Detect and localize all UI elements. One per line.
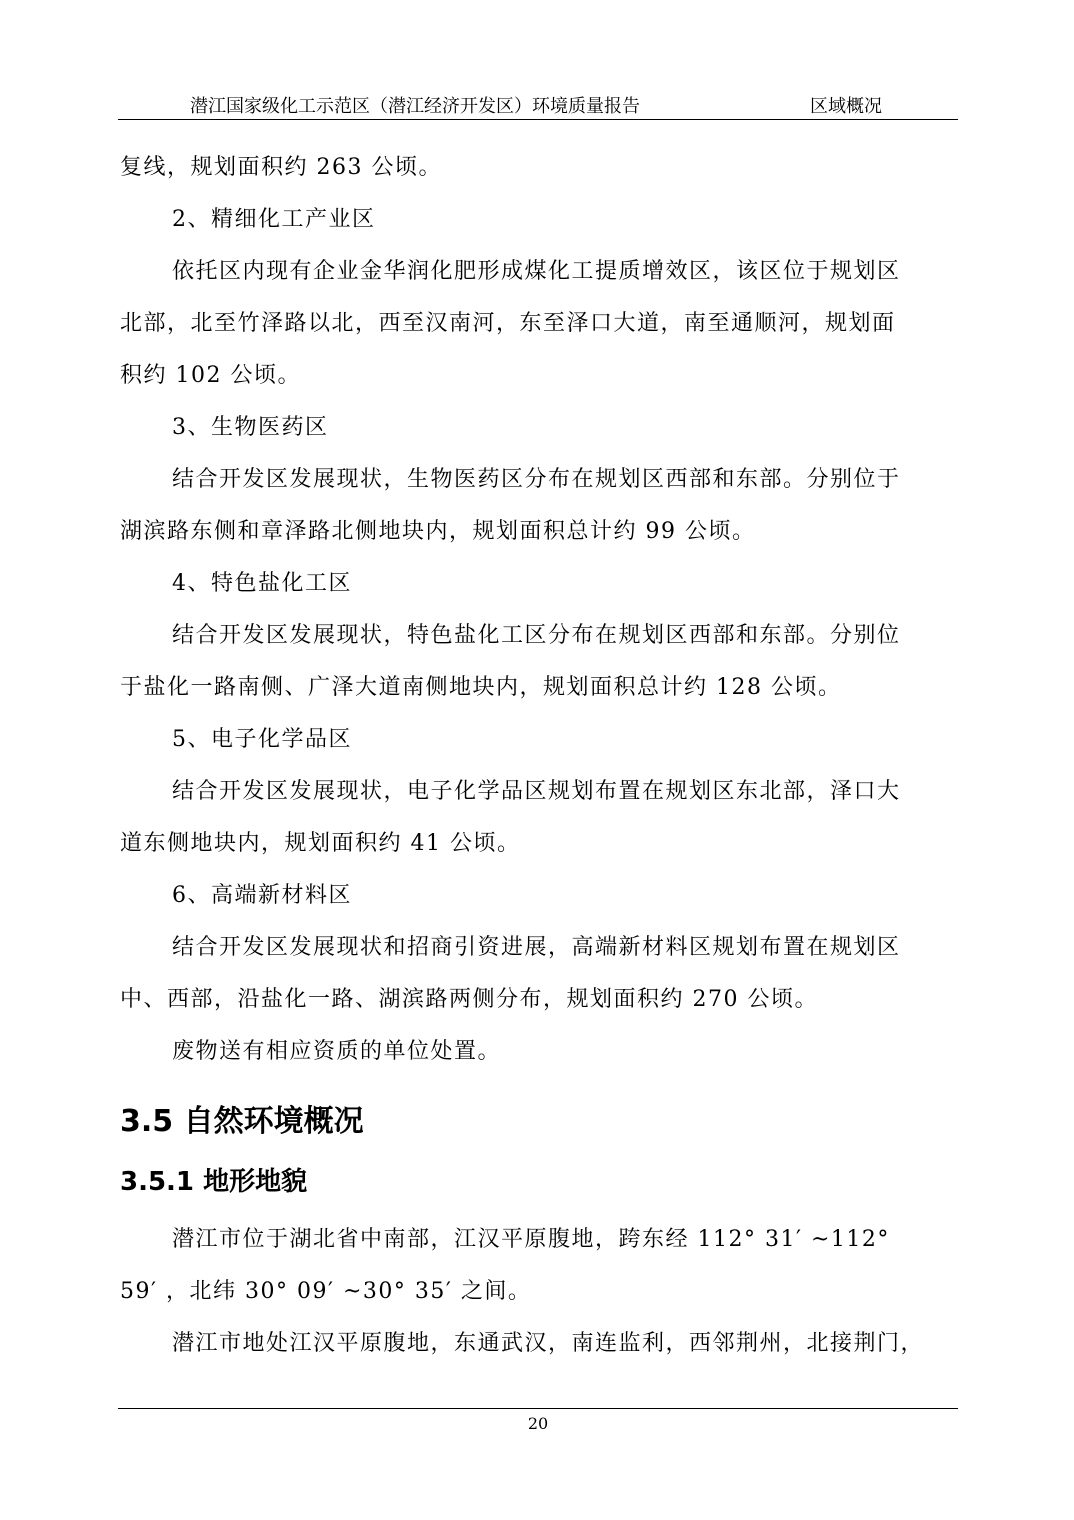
paragraph-line: 结合开发区发展现状，生物医药区分布在规划区西部和东部。分别位于 <box>172 467 901 492</box>
subsection-title: 6、高端新材料区 <box>172 883 352 908</box>
paragraph: 废物送有相应资质的单位处置。 <box>172 1039 502 1064</box>
subsection-title: 3、生物医药区 <box>172 415 329 440</box>
page-number: 20 <box>527 1414 549 1433</box>
paragraph-line: 湖滨路东侧和章泽路北侧地块内，规划面积总计约 99 公顷。 <box>120 519 756 544</box>
paragraph-line: 59′ ，北纬 30° 09′ ~30° 35′ 之间。 <box>120 1279 532 1304</box>
page-body <box>120 142 960 1370</box>
paragraph-line: 中、西部，沿盐化一路、湖滨路两侧分布，规划面积约 270 公顷。 <box>120 987 818 1012</box>
paragraph-line: 于盐化一路南侧、广泽大道南侧地块内，规划面积总计约 128 公顷。 <box>120 675 842 700</box>
paragraph-line: 潜江市地处江汉平原腹地，东通武汉，南连监利，西邻荆州，北接荆门， <box>172 1331 925 1356</box>
paragraph-line: 依托区内现有企业金华润化肥形成煤化工提质增效区，该区位于规划区 <box>172 259 901 284</box>
section-heading: 3.5 自然环境概况 <box>120 1104 364 1139</box>
footer-rule <box>118 1408 958 1409</box>
paragraph-line: 道东侧地块内，规划面积约 41 公顷。 <box>120 831 521 856</box>
page-header <box>118 88 958 120</box>
subsection-title: 5、电子化学品区 <box>172 727 352 752</box>
paragraph-line: 积约 102 公顷。 <box>120 363 301 388</box>
paragraph-line: 北部，北至竹泽路以北，西至汉南河，东至泽口大道，南至通顺河，规划面 <box>120 311 896 336</box>
paragraph-line: 结合开发区发展现状，电子化学品区规划布置在规划区东北部，泽口大 <box>172 779 901 804</box>
paragraph-line: 结合开发区发展现状，特色盐化工区分布在规划区西部和东部。分别位 <box>172 623 901 648</box>
header-rule <box>118 119 958 120</box>
report-title: 潜江国家级化工示范区（潜江经济开发区）环境质量报告 <box>190 96 640 117</box>
subsection-heading: 3.5.1 地形地貌 <box>120 1167 308 1197</box>
section-name: 区域概况 <box>810 96 882 117</box>
paragraph-line: 结合开发区发展现状和招商引资进展，高端新材料区规划布置在规划区 <box>172 935 901 960</box>
paragraph-line: 潜江市位于湖北省中南部，江汉平原腹地，跨东经 112° 31′ ~112° <box>172 1227 890 1252</box>
paragraph: 复线，规划面积约 263 公顷。 <box>120 155 442 180</box>
subsection-title: 2、精细化工产业区 <box>172 207 376 232</box>
subsection-title: 4、特色盐化工区 <box>172 571 352 596</box>
